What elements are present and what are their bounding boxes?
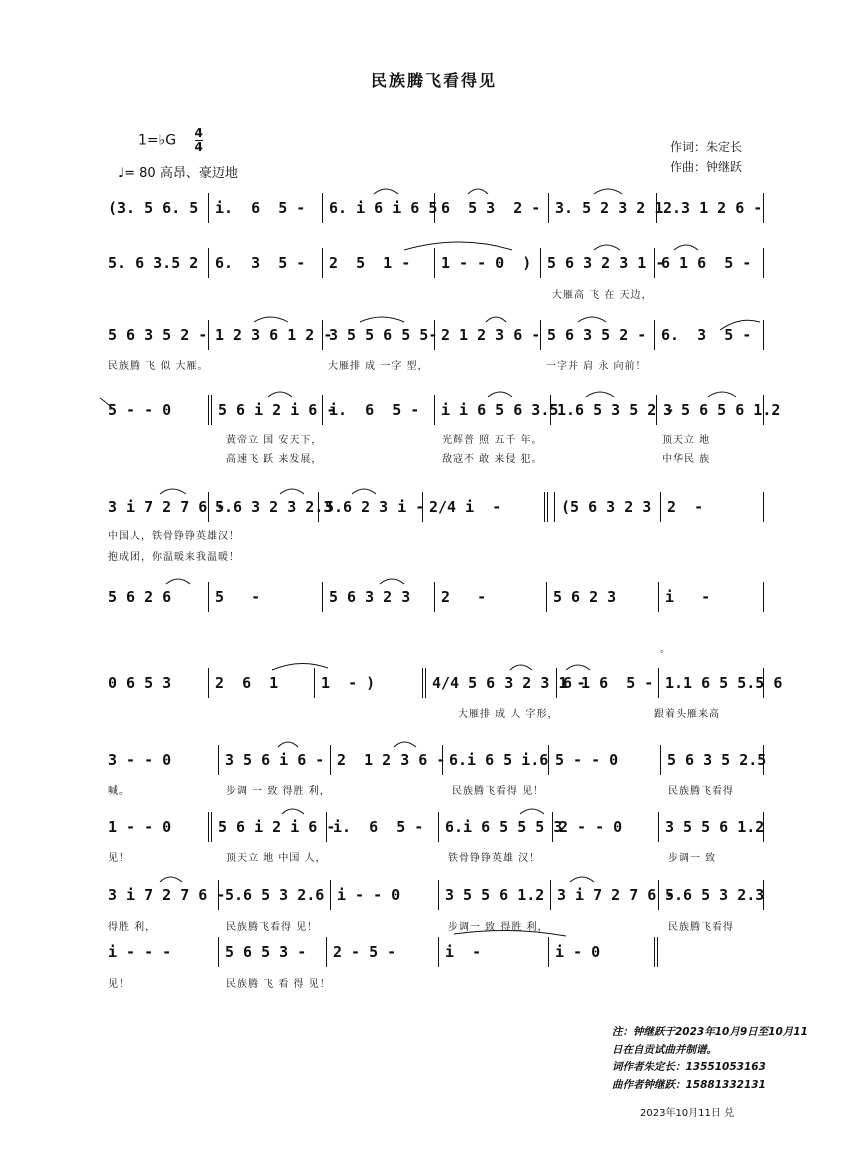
measure: 6 1 6 5 - <box>654 248 764 278</box>
lyric-line-2 <box>108 357 768 371</box>
measure: 5 6 3 2 3 1 - <box>540 248 650 278</box>
footnote-line: 曲作者钟继跃：15881332131 <box>612 1078 766 1091</box>
key-label: 1=♭G <box>138 132 177 149</box>
measure: 6 5 3 2 - <box>434 193 546 223</box>
measure: 6 1 6 5 - <box>556 668 656 698</box>
measure: 5 6 2 3 <box>546 582 656 612</box>
time-signature <box>195 127 203 154</box>
lyric-text: 中国人，铁骨铮铮英雄汉！ <box>108 531 240 542</box>
lyric-line-4 <box>108 450 768 464</box>
measure: 1.6 5 3 5 2 - <box>550 395 654 425</box>
measure: i - - - <box>108 943 172 961</box>
measure: 5 - <box>208 582 318 612</box>
score-row-4 <box>108 395 781 425</box>
repeat-start-measure: 5 6 i 2 i 6 - <box>208 812 322 842</box>
measure: 2 5 1 - <box>322 248 432 278</box>
lyric-line-6 <box>108 548 768 562</box>
score-row-9 <box>108 812 768 842</box>
song-title: 民族腾飞看得见 <box>370 71 497 90</box>
lyric-text: 黄帝立 国 安天下， <box>226 435 323 446</box>
measure: 1 - ) <box>314 668 418 698</box>
lyric-text: 敌寇不 敢 来侵 犯。 <box>442 454 543 465</box>
lyric-text: 见！ <box>108 853 130 864</box>
footnote <box>612 1024 842 1094</box>
measure: 3 i 7 2 7 6 - <box>108 498 226 516</box>
repeat-start-measure: 5 6 i 2 i 6 - <box>208 395 318 425</box>
score-row-3 <box>108 320 768 350</box>
lyric-text: 民族腾飞看得 <box>668 786 734 797</box>
key-signature <box>138 127 203 154</box>
lyric-line-9 <box>108 849 768 863</box>
stray-mark: 。 <box>660 644 670 655</box>
measure: 2.3 1 2 6 - <box>656 193 764 223</box>
measure: 3 5 5 6 1.2 <box>658 812 764 842</box>
lyric-text: 大雁排 成 一字 型， <box>328 361 429 372</box>
measure: (5 6 3 2 3 <box>554 492 658 522</box>
measure: i - - 0 <box>330 880 436 910</box>
lyric-text: 大雁排 成 人 字形， <box>458 709 559 720</box>
measure: 5 6 3 5 2 - <box>540 320 650 350</box>
measure: i. 6 5 - <box>322 395 432 425</box>
measure: 1 - - 0 ) <box>434 248 538 278</box>
lyric-text: 民族腾 飞 看 得 见！ <box>226 979 331 990</box>
repeat-end-measure: 2/4 i - <box>422 492 548 522</box>
measure: 1.1 6 5 5.5 6 <box>658 668 764 698</box>
score-row-5 <box>108 492 768 522</box>
measure: 2 - - 0 <box>552 812 656 842</box>
lyric-text: 顶天立 地 <box>662 435 711 446</box>
measure: 5.6 5 3 2.3 <box>658 880 764 910</box>
lyric-line-10 <box>108 918 768 932</box>
measure: 5 6 5 3 - <box>218 937 322 967</box>
lyric-text: 大雁高 飞 在 天边， <box>552 290 653 301</box>
measure: i - <box>658 582 764 612</box>
measure: 5 - - 0 <box>548 745 658 775</box>
repeat-start-measure: 4/4 5 6 3 2 3 1 - <box>422 668 552 698</box>
lyric-text: 喊。 <box>108 786 130 797</box>
measure: 3 5 6 5 6 1.2 <box>656 395 764 425</box>
measure: 3 5 5 6 5 5- <box>322 320 432 350</box>
measure: 2 1 2 3 6 - <box>330 745 440 775</box>
measure: 6.i 6 5 5 5 3 <box>438 812 550 842</box>
lyric-text: 跟着头雁来高 <box>654 709 720 720</box>
lyric-text: 高速飞 跃 来发展， <box>226 454 323 465</box>
measure: 5 6 3 2 3 <box>322 582 432 612</box>
lyric-text: 抱成团，你温暖来我温暖！ <box>108 552 240 563</box>
measure: i. 6 5 - <box>326 812 436 842</box>
measure: 6. i 6 i 6 5 <box>322 193 432 223</box>
measure: 3 5 5 6 1.2 <box>438 880 548 910</box>
score-row-6 <box>108 582 768 612</box>
lyric-text: 铁骨铮铮英雄 汉！ <box>448 853 541 864</box>
measure: 5 - - 0 <box>108 401 172 419</box>
lyric-text: 见！ <box>108 979 130 990</box>
measure: 5 6 2 6 <box>108 588 172 606</box>
measure: 6. 3 5 - <box>654 320 764 350</box>
lyric-line-7 <box>108 705 768 719</box>
measure: 5.6 3 2 3 2.3 <box>208 492 318 522</box>
composer-credit: 作曲：钟继跃 <box>670 160 743 174</box>
score-row-1 <box>108 193 768 223</box>
measure: 3 i 7 2 7 6 - <box>550 880 656 910</box>
measure: (3. 5 6. 5 <box>108 199 199 217</box>
lyric-text: 中华民 族 <box>662 454 711 465</box>
lyric-line-1 <box>108 286 768 300</box>
score-row-10 <box>108 880 768 910</box>
measure: 6. 3 5 - <box>208 248 318 278</box>
time-top: 4 <box>194 126 203 140</box>
measure: 5. 6 3.5 2 <box>108 254 199 272</box>
score-row-11 <box>108 937 768 967</box>
lyric-text: 一字并 肩 永 向前！ <box>546 361 647 372</box>
footnote-line: 注：钟继跃于2023年10月9日至10月11 <box>612 1026 808 1038</box>
lyric-text: 光辉普 照 五千 年。 <box>442 435 543 446</box>
lyric-line-11 <box>108 975 768 989</box>
lyric-text: 民族腾飞看得 <box>668 922 734 933</box>
measure: 2 - <box>660 492 764 522</box>
measure: i i 6 5 6 3.5 <box>434 395 548 425</box>
score-row-7 <box>108 668 783 698</box>
lyric-text: 民族腾飞看得 见！ <box>452 786 545 797</box>
measure: 3 5 6 i 6 - <box>218 745 328 775</box>
measure: 5 6 3 5 2.5 <box>660 745 764 775</box>
final-measure: i - 0 <box>548 937 658 967</box>
measure: 2 1 2 3 6 - <box>434 320 538 350</box>
measure: 1 - - 0 <box>108 818 172 836</box>
date-line: 2023年10月11日 兑 <box>640 1108 735 1119</box>
measure: 5.6 5 3 2.6 <box>218 880 328 910</box>
measure: 2 6 1 <box>208 668 312 698</box>
lyric-text: 民族腾 飞 似 大雁。 <box>108 361 209 372</box>
measure: 2 - 5 - <box>326 937 436 967</box>
lyric-line-8 <box>108 782 768 796</box>
lyric-text: 顶天立 地 中国 人， <box>226 853 327 864</box>
lyric-text: 步调 一 致 得胜 利， <box>226 786 331 797</box>
lyric-text: 民族腾飞看得 见！ <box>226 922 319 933</box>
measure: 0 6 5 3 <box>108 674 172 692</box>
measure: 6.i 6 5 i.6 <box>442 745 546 775</box>
lyric-line-5 <box>108 527 768 541</box>
lyric-line-3 <box>108 431 768 445</box>
measure: 3. 5 2 3 2 1 <box>548 193 658 223</box>
measure: i. 6 5 - <box>208 193 318 223</box>
footnote-line: 词作者朱定长：13551053163 <box>612 1061 766 1073</box>
time-bottom: 4 <box>194 140 203 154</box>
lyricist-credit: 作词：朱定长 <box>670 140 743 154</box>
measure: 1 2 3 6 1 2 - <box>208 320 318 350</box>
score-row-2 <box>108 248 768 278</box>
score-row-8 <box>108 745 768 775</box>
lyric-text: 得胜 利， <box>108 922 157 933</box>
lyric-text: 步调一 致 <box>668 853 717 864</box>
measure: 5 6 3 5 2 - <box>108 326 208 344</box>
tempo-marking: ♩= 80 高昂、豪迈地 <box>118 166 238 181</box>
lyric-text: 步调一 致 得胜 利， <box>448 922 549 933</box>
measure: 3 - - 0 <box>108 751 172 769</box>
measure: i - <box>438 937 544 967</box>
footnote-line: 日在自贡试曲并制谱。 <box>612 1043 717 1056</box>
measure: 5.6 2 3 i - <box>318 492 422 522</box>
measure: 3 i 7 2 7 6 - <box>108 886 226 904</box>
measure: 2 - <box>434 582 544 612</box>
